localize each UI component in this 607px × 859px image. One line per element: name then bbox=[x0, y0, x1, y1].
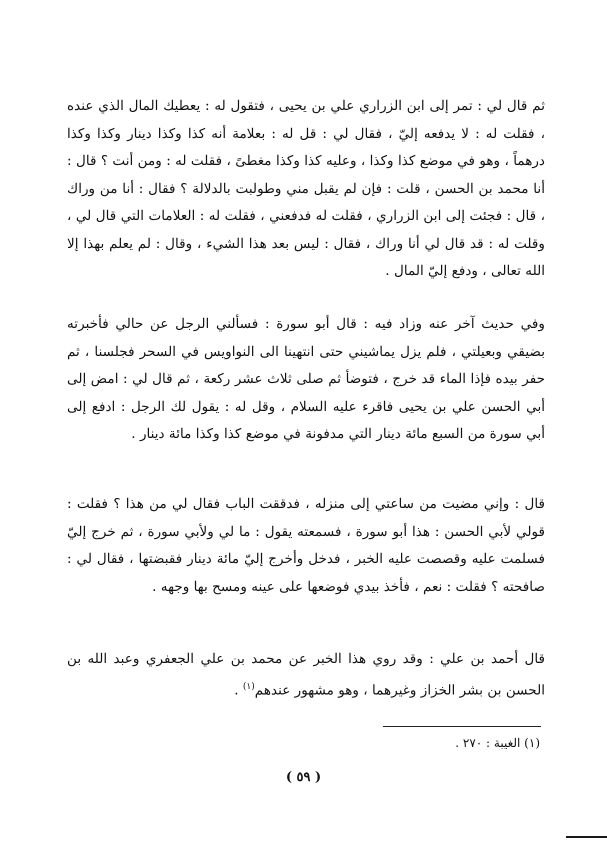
footnote-marker: (١) bbox=[242, 681, 255, 692]
footnote-entry: (١) الغيبة : ٢٧٠ . bbox=[455, 736, 540, 750]
paragraph-1: ثم قال لي : تمر إلى ابن الزراري علي بن يحيى ، فتقول له : يعطيك المال الذي عنده ، فقلت له : لا يدفعه إليّ ، فقال لي : قل له : بعلامة أنه كذا وكذا دينار وكذا وكذا درهماً ، وهو في موضع كذا وكذا ، وعليه كذا وكذا مغطىً ، فقلت له : ومن أنت ؟ قال : أنا محمد بن الحسن ، قلت : فإن لم يقبل مني وطولبت بالدلالة ؟ فقال : أنا من وراك ، قال : فجئت إلى ابن الزراري ، فقلت له فدفعني ، فقلت له : العلامات التي قال لي ، وقلت له : قد قال لي أنا وراك ، فقال : ليس بعد هذا الشيء ، وقال : لم يعلم بهذا إلا الله تعالى ، ودفع إليّ المال . bbox=[67, 98, 545, 279]
paragraph-4-closing: . bbox=[234, 682, 243, 699]
paragraph-3: قال : وإني مضيت من ساعتي إلى منزله ، فدققت الباب فقال لي من هذا ؟ فقلت : قولي لأبي الحسن : هذا أبو سورة ، فسمعته يقول : ما لي ولأبي سورة ، ثم خرج إليّ فسلمت عليه وقصصت عليه الخبر ، فدخل وأخرج إليّ مائة دينار فقبضتها ، فقال لي : صافحته ؟ فقلت : نعم ، فأخذ بيدي فوضعها على عينه ومسح بها وجهه . bbox=[67, 496, 545, 595]
paragraph-2: وفي حديث آخر عنه وزاد فيه : قال أبو سورة : فسألني الرجل عن حالي فأخبرته بضيقي وبعيلتي ، فلم يزل يماشيني حتى انتهينا الى النواويس في السحر فجلسنا ، ثم حفر بيده فإذا الماء قد خرج ، فتوضأ ثم صلى ثلاث عشر ركعة ، ثم قال لي : امض إلى أبي الحسن علي بن يحيى فاقرء عليه السلام ، وقل له : يقول لك الرجل : ادفع إلى أبي سورة من السبع مائة دينار التي مدفونة في موضع كذا وكذا مائة دينار . bbox=[67, 316, 545, 442]
paragraph-4-text: قال أحمد بن علي : وقد روي هذا الخبر عن محمد بن علي الجعفري وعبد الله بن الحسن بن بشر الخزاز وغيرهما ، وهو مشهور عندهم bbox=[67, 651, 545, 699]
page-number: ( ٥٩ ) bbox=[285, 770, 322, 785]
paragraph-4 bbox=[67, 646, 545, 705]
page-edge-mark bbox=[566, 836, 607, 838]
footnote-divider bbox=[383, 726, 541, 727]
